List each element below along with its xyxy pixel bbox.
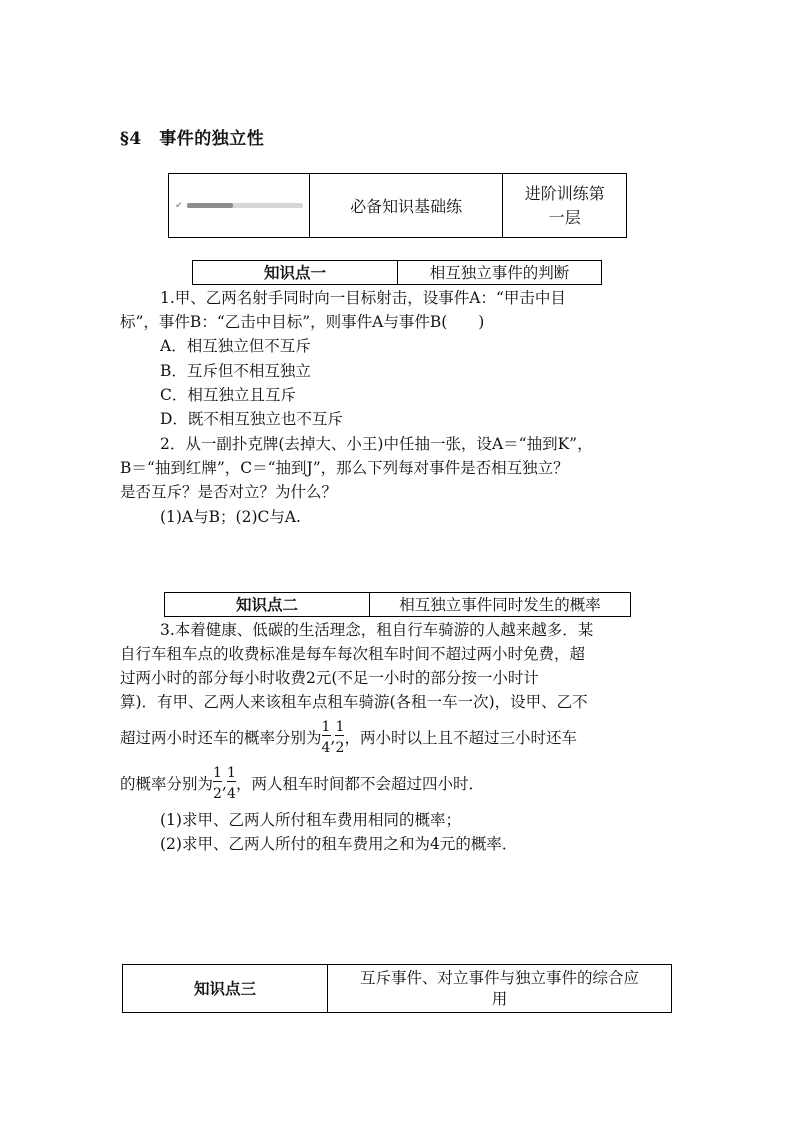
- q3-line2: 自行车租车点的收费标准是每车每次租车时间不超过两小时免费，超: [120, 645, 586, 663]
- q1-line1: 1.甲、乙两名射手同时向一目标射击，设事件A：“甲击中目: [160, 289, 566, 307]
- knowledge-point-1-label: 知识点一: [193, 261, 398, 285]
- fraction-1-4-d: $\frac{1}{4}$: [226, 765, 236, 802]
- knowledge-point-1-table: [192, 260, 602, 285]
- q3-line4: 算)．有甲、乙两人来该租车点租车骑游(各租一车一次)，设甲、乙不: [120, 693, 588, 711]
- section-name-cell: 必备知识基础练: [309, 174, 503, 238]
- q1-option-a: A．相互独立但不互斥: [160, 337, 311, 355]
- progress-bar: [187, 203, 303, 208]
- q3-sub2: (2)求甲、乙两人所付的租车费用之和为4元的概率．: [160, 835, 518, 853]
- check-icon: ✔: [175, 200, 183, 211]
- training-level-cell: [503, 174, 627, 238]
- q1-option-d: D．既不相互独立也不互斥: [160, 410, 343, 428]
- knowledge-point-3-topic: [328, 965, 672, 1013]
- q2-line1: 2．从一副扑克牌(去掉大、小王)中任抽一张，设A＝“抽到K”，: [160, 435, 593, 453]
- q1-option-b: B．互斥但不相互独立: [160, 362, 311, 380]
- knowledge-point-3-table: [122, 964, 672, 1013]
- q2-line3: 是否互斥？是否对立？为什么？: [120, 483, 338, 501]
- fraction-1-4-a: $\frac{1}{4}$: [321, 719, 331, 756]
- q3-line6-pre: 的概率分别为: [120, 775, 214, 793]
- section-header-table: [168, 173, 627, 238]
- page-title: §4 事件的独立性: [120, 129, 265, 149]
- knowledge-point-1-topic: 相互独立事件的判断: [398, 261, 602, 285]
- q2-line4: (1)A与B；(2)C与A.: [160, 508, 301, 526]
- fraction-1-2-c: $\frac{1}{2}$: [213, 765, 222, 802]
- progress-fill: [187, 203, 233, 208]
- fraction-1-2-b: $\frac{1}{2}$: [335, 719, 345, 756]
- knowledge-point-2-label: 知识点二: [165, 593, 370, 617]
- knowledge-point-2-topic: 相互独立事件同时发生的概率: [370, 593, 631, 617]
- knowledge-point-3-topic-line2: 用: [491, 989, 508, 1008]
- q3-line5-post: ，两小时以上且不超过三小时还车: [344, 729, 577, 747]
- q2-line2: B＝“抽到红牌”，C＝“抽到J”，那么下列每对事件是否相互独立？: [120, 459, 569, 477]
- progress-cell: [169, 174, 310, 238]
- fraction-separator: ,: [330, 729, 336, 747]
- q1-line2: 标”，事件B：“乙击中目标”，则事件A与事件B( ): [120, 313, 485, 331]
- training-level-line1: 进阶训练第: [524, 183, 605, 203]
- knowledge-point-2-table: [164, 592, 631, 617]
- q3-line6-post: ，两人租车时间都不会超过四小时．: [235, 775, 484, 793]
- q1-option-c: C．相互独立且互斥: [160, 386, 296, 404]
- q3-line5: [120, 719, 577, 756]
- fraction-separator: ,: [222, 775, 227, 793]
- q3-sub1: (1)求甲、乙两人所付租车费用相同的概率；: [160, 811, 461, 829]
- q3-line6: [120, 765, 484, 802]
- q3-line5-pre: 超过两小时还车的概率分别为: [120, 729, 322, 747]
- knowledge-point-3-topic-line1: 互斥事件、对立事件与独立事件的综合应: [359, 968, 639, 987]
- training-level-line2: 一层: [548, 207, 581, 227]
- knowledge-point-3-label: 知识点三: [123, 965, 328, 1013]
- q3-line1: 3.本着健康、低碳的生活理念，租自行车骑游的人越来越多．某: [160, 621, 594, 639]
- q3-line3: 过两小时的部分每小时收费2元(不足一小时的部分按一小时计: [120, 669, 539, 687]
